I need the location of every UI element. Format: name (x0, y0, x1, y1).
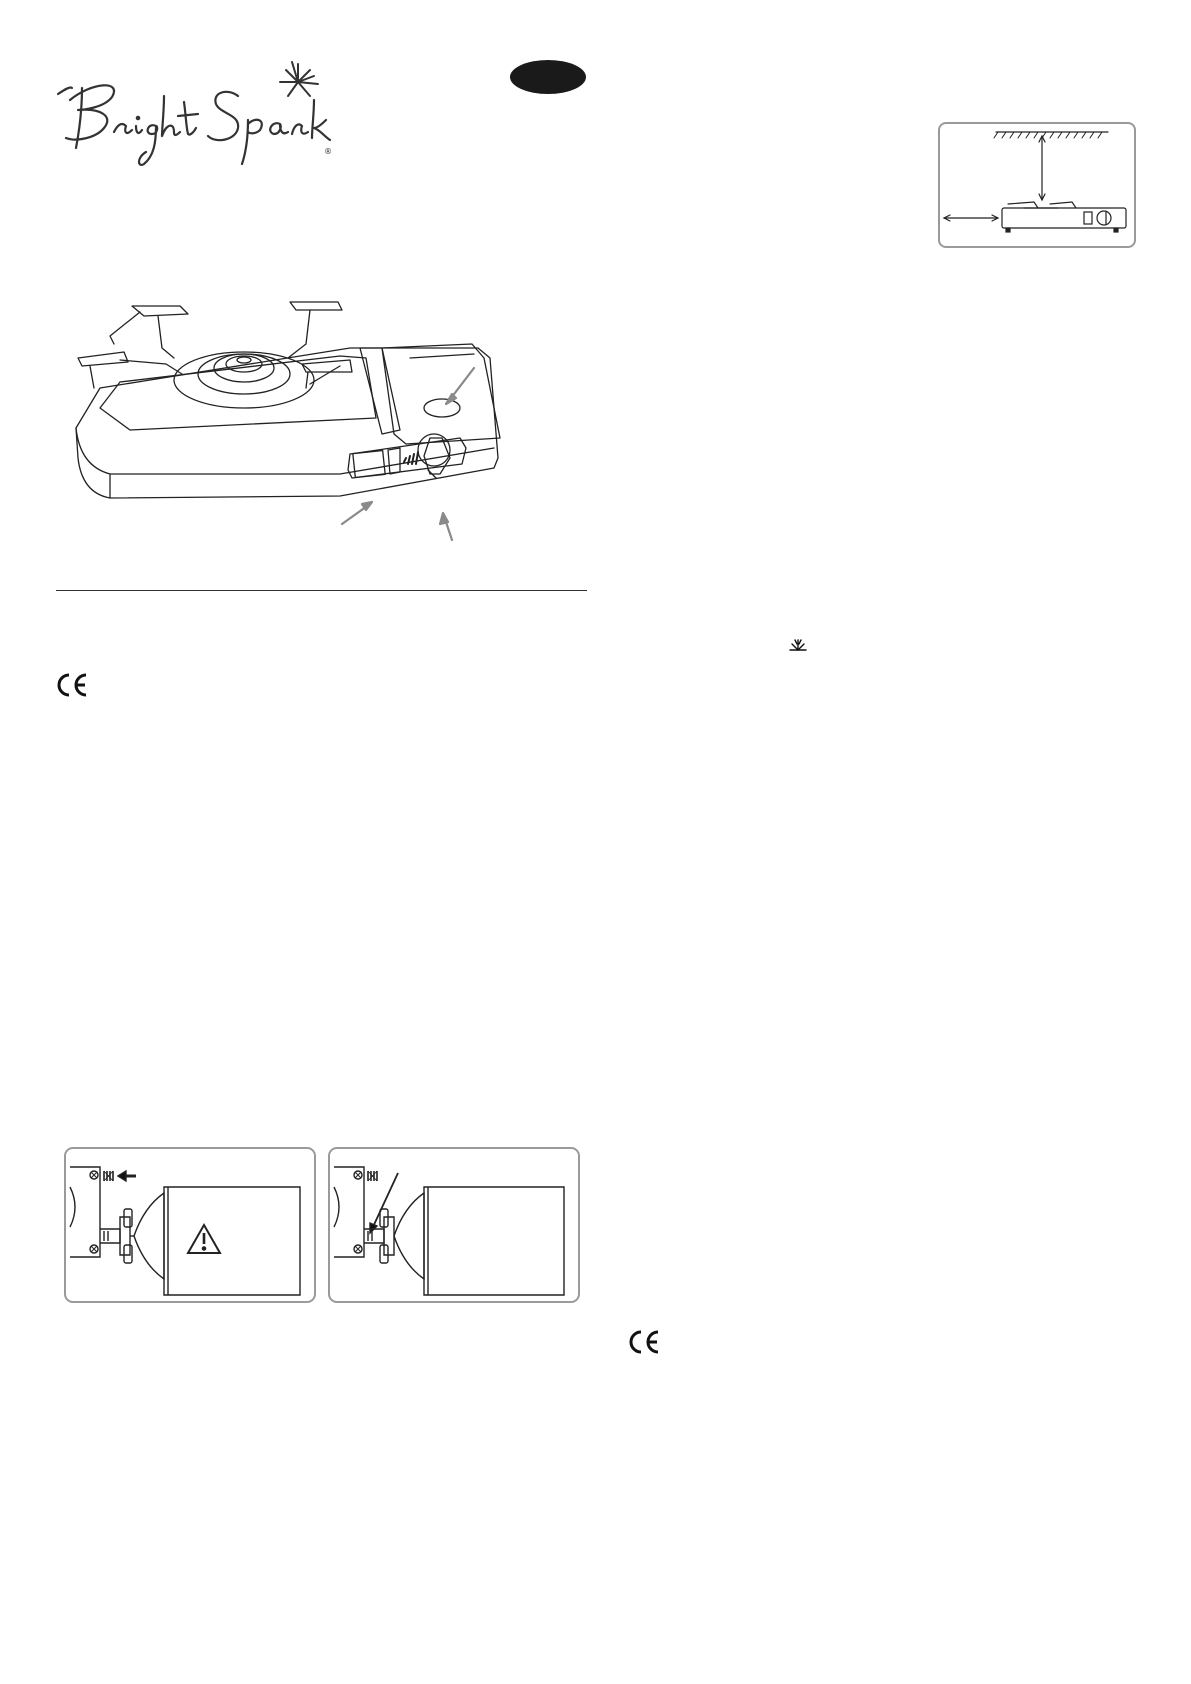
brand-logo (52, 52, 352, 182)
clearance-diagram (938, 122, 1136, 248)
language-badge (508, 58, 588, 96)
svg-text:®: ® (324, 147, 332, 156)
spark-icon (788, 636, 808, 652)
cartridge-insert-figure-2 (328, 1147, 580, 1303)
stove-illustration (70, 288, 510, 548)
ce-mark-icon (55, 672, 89, 698)
cartridge-insert-figure-1 (64, 1147, 316, 1303)
ce-mark-icon (627, 1329, 661, 1355)
warning-triangle-icon (188, 1225, 220, 1253)
section-divider (56, 590, 587, 591)
